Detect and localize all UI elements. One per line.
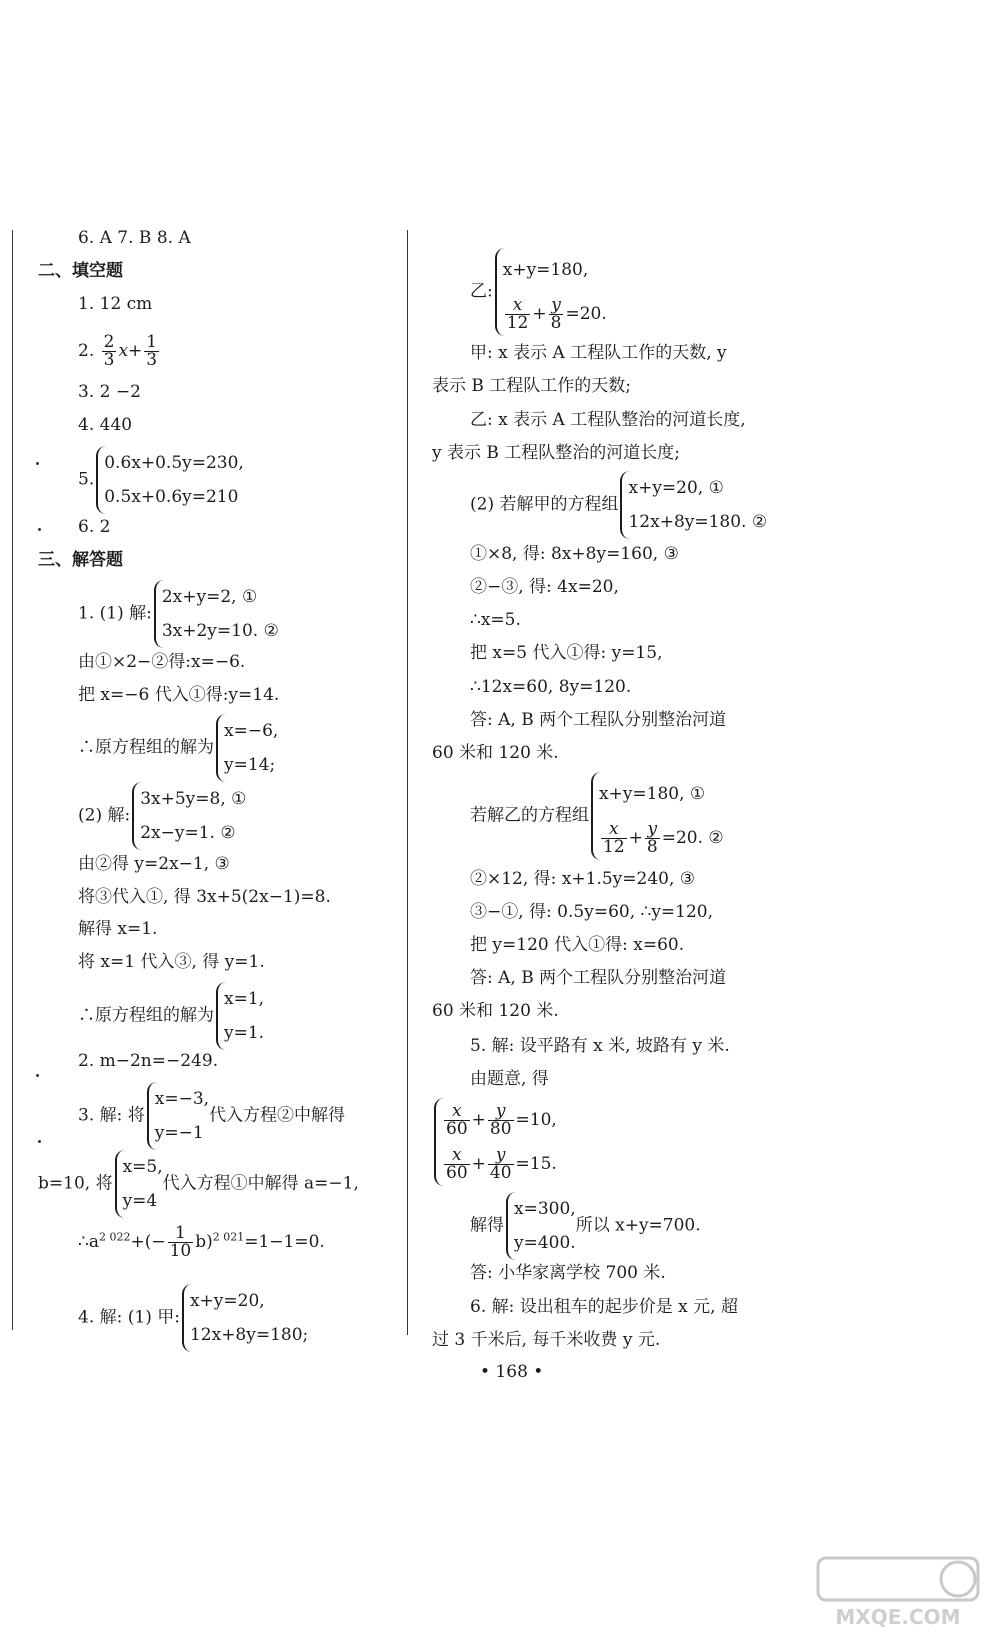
solution-3-line-1: 3. 解: 将 x=−3, y=−1 代入方程②中解得	[78, 1082, 345, 1150]
part-2-step-d: 把 x=5 代入①得: y=15,	[470, 643, 663, 663]
fill-answer-6: 6. 2	[78, 517, 111, 537]
section-heading-fill-in: 二、填空题	[38, 261, 123, 281]
solution-1-2-result: ∴原方程组的解为 x=1, y=1.	[78, 982, 264, 1050]
part-2-yi-step-c: 把 y=120 代入①得: x=60.	[470, 935, 685, 955]
solution-6-line-1: 6. 解: 设出租车的起步价是 x 元, 超	[470, 1297, 738, 1317]
fill-answer-5: 5. 0.6x+0.5y=230, 0.5x+0.6y=210	[78, 446, 244, 514]
part-2-yi-answer-1: 答: A, B 两个工程队分别整治河道	[470, 968, 727, 988]
part-2-answer-1: 答: A, B 两个工程队分别整治河道	[470, 710, 727, 730]
solution-3-line-3: $\therefore a^{2 022}+(-$ $\frac{1}{10}$ b)$^{2 021}$=1−1=0.	[78, 1223, 325, 1261]
fill-answer-2: 2. $\frac{2}{3}$ x+ $\frac{1}{3}$	[78, 332, 158, 370]
part-2-yi-step-b: ③−①, 得: 0.5y=60, ∴y=120,	[470, 902, 714, 922]
solution-3-line-2: b=10, 将 x=5, y=4 代入方程①中解得 a=−1,	[38, 1150, 359, 1218]
solution-4-jia: 4. 解: (1) 甲: x+y=20, 12x+8y=180;	[78, 1284, 308, 1352]
solution-1-1-result: ∴原方程组的解为 x=−6, y=14;	[78, 714, 278, 782]
solution-1-1-system: 1. (1) 解: 2x+y=2, ① 3x+2y=10. ②	[78, 580, 279, 648]
fill-answer-4: 4. 440	[78, 415, 133, 435]
solution-1-2-step-d: 将 x=1 代入③, 得 y=1.	[78, 952, 265, 972]
solution-5-answer: 答: 小华家离学校 700 米.	[470, 1263, 666, 1283]
margin-mark	[36, 1074, 39, 1077]
margin-mark	[38, 528, 41, 531]
part-2-step-a: ①×8, 得: 8x+8y=160, ③	[470, 544, 679, 564]
solution-2: 2. m−2n=−249.	[78, 1051, 219, 1071]
jia-meaning-2: 表示 B 工程队工作的天数;	[432, 376, 632, 396]
part-2-yi-answer-2: 60 米和 120 米.	[432, 1001, 559, 1021]
solution-6-line-2: 过 3 千米后, 每千米收费 y 元.	[432, 1330, 661, 1350]
mc-answers: 6. A 7. B 8. A	[78, 228, 191, 248]
page-number: • 168 •	[480, 1362, 544, 1382]
solution-5-result: 解得 x=300, y=400. 所以 x+y=700.	[470, 1192, 701, 1260]
solution-1-1-step-a: 由①×2−②得:x=−6.	[78, 652, 246, 672]
solution-5-system: $\frac{x}{60}$ + $\frac{y}{80}$ =10, $\frac{x}{60}$ + $\frac{y}{40}$ =15.	[432, 1098, 557, 1186]
solution-4-yi: 乙: x+y=180, $\frac{x}{12}$ + $\frac{y}{8}$ =20.	[470, 248, 607, 336]
part-2-yi-system: 若解乙的方程组 x+y=180, ① $\frac{x}{12}$ + $\frac{y}{8}$ =20. ②	[470, 772, 724, 860]
solution-5-intro: 由题意, 得	[470, 1069, 549, 1089]
solution-1-2-step-a: 由②得 y=2x−1, ③	[78, 854, 230, 874]
yi-meaning-2: y 表示 B 工程队整治的河道长度;	[432, 443, 681, 463]
left-margin-rule	[12, 230, 13, 1330]
part-2-step-b: ②−③, 得: 4x=20,	[470, 577, 619, 597]
solution-1-2-step-b: 将③代入①, 得 3x+5(2x−1)=8.	[78, 887, 331, 907]
fill-answer-1: 1. 12 cm	[78, 294, 153, 314]
part-2-yi-step-a: ②×12, 得: x+1.5y=240, ③	[470, 869, 696, 889]
part-2-step-c: ∴x=5.	[470, 610, 521, 630]
part-2-answer-2: 60 米和 120 米.	[432, 743, 559, 763]
fill-answer-3: 3. 2 −2	[78, 382, 141, 402]
margin-mark	[38, 1140, 41, 1143]
solution-1-2-step-c: 解得 x=1.	[78, 919, 158, 939]
yi-meaning-1: 乙: x 表示 A 工程队整治的河道长度,	[470, 410, 746, 430]
part-2-jia-system: (2) 若解甲的方程组 x+y=20, ① 12x+8y=180. ②	[470, 471, 767, 539]
section-heading-solve: 三、解答题	[38, 550, 123, 570]
solution-5-setup: 5. 解: 设平路有 x 米, 坡路有 y 米.	[470, 1036, 730, 1056]
part-2-step-e: ∴12x=60, 8y=120.	[470, 677, 632, 697]
solution-1-1-step-b: 把 x=−6 代入①得:y=14.	[78, 685, 280, 705]
solution-1-2-system: (2) 解: 3x+5y=8, ① 2x−y=1. ②	[78, 782, 246, 850]
svg-text:MXQE.COM: MXQE.COM	[835, 1605, 961, 1629]
margin-mark	[36, 462, 39, 465]
jia-meaning-1: 甲: x 表示 A 工程队工作的天数, y	[470, 343, 727, 363]
watermark-logo	[808, 1552, 988, 1632]
column-divider	[407, 230, 408, 1335]
